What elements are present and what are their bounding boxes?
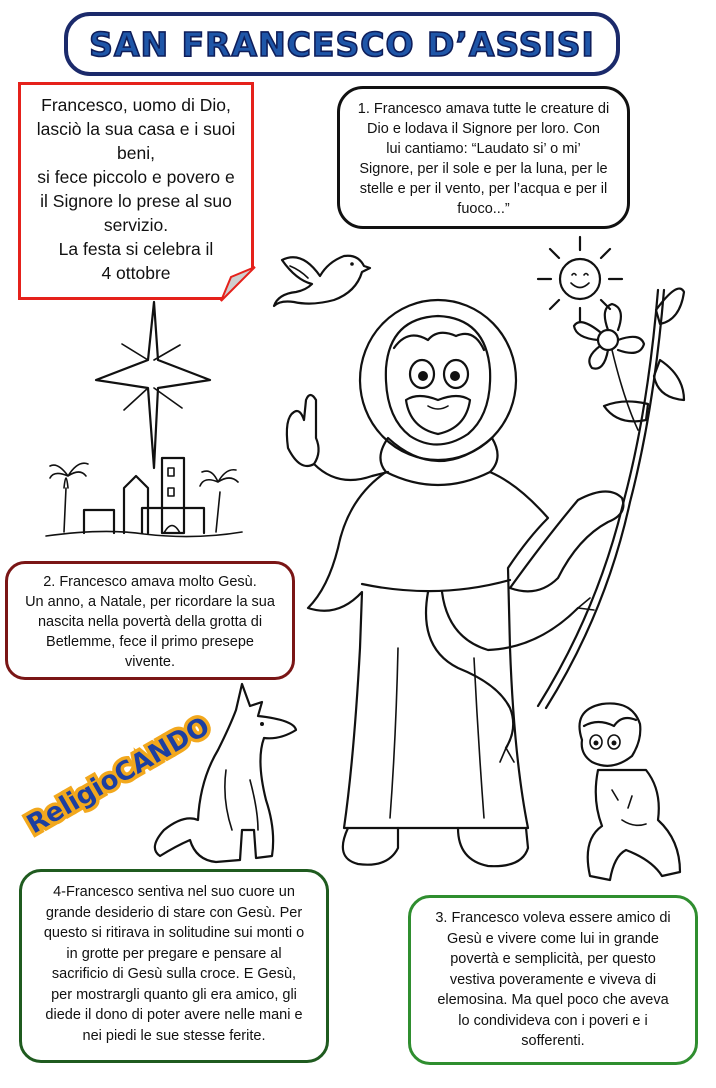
box-2-line: 2. Francesco amava molto Gesù. [43, 574, 257, 590]
box-1-line: Signore, per il sole e per la luna, per le [359, 161, 608, 177]
box-4-line: diede il dono di poter avere nelle mani e [45, 1007, 303, 1023]
box-3-line: povertà e semplicità, per questo [450, 951, 656, 967]
star-icon [92, 300, 212, 470]
box-2-line: Betlemme, fece il primo presepe [46, 634, 254, 650]
box-3-line: elemosina. Ma quel poco che aveva [437, 992, 669, 1008]
box-1-line: lui cantiamo: “Laudato si’ o mi’ [386, 141, 581, 157]
logo-text: ReligioCANDO [22, 711, 215, 841]
page-fold-icon [221, 267, 255, 301]
intro-line: La festa si celebra il [58, 239, 214, 259]
box-2-line: vivente. [125, 654, 175, 670]
box-4-line: sacrificio di Gesù sulla croce. E Gesù, [51, 966, 297, 982]
title-banner [64, 12, 620, 76]
box-1-line: 1. Francesco amava tutte le creature di [357, 101, 610, 117]
page-title: SAN FRANCESCO D’ASSISI [89, 24, 595, 64]
box-1-line: fuoco...” [457, 201, 510, 217]
box-4-line: in grotte per pregare e pensare al [66, 945, 282, 962]
text-box-2 [5, 561, 295, 680]
box-2-line: nascita nella povertà della grotta di [37, 614, 263, 630]
box-3-line: 3. Francesco voleva essere amico di [435, 910, 671, 926]
flower-staff-icon [508, 280, 698, 710]
text-box-4 [19, 869, 329, 1063]
box-3-line: sofferenti. [521, 1033, 585, 1049]
intro-line: beni, [117, 143, 155, 163]
box-3-line: vestiva poveramente e viveva di [449, 971, 657, 988]
child-icon [562, 700, 692, 890]
intro-line: 4 ottobre [101, 263, 171, 283]
intro-box [18, 82, 254, 300]
intro-line: servizio. [103, 215, 169, 235]
intro-line: lasciò la sua casa e i suoi [36, 119, 236, 139]
intro-line: Francesco, uomo di Dio, [41, 95, 231, 115]
text-box-3 [408, 895, 698, 1065]
box-4-line: nei piedi le sue stesse ferite. [82, 1027, 266, 1044]
logo-badge [18, 700, 218, 850]
box-4-line: grande desiderio di stare con Gesù. Per [45, 904, 303, 921]
box-4-line: questo si ritirava in solitudine sui monti o [43, 925, 305, 941]
box-3-line: Gesù e vivere come lui in grande [447, 930, 659, 947]
text-box-1 [337, 86, 630, 229]
box-2-line: Un anno, a Natale, per ricordare la sua [25, 594, 275, 610]
box-4-line: 4-Francesco sentiva nel suo cuore un [53, 884, 295, 900]
box-3-line: lo condivideva con i poveri e i [458, 1012, 648, 1029]
box-1-line: Dio e lodava il Signore per loro. Con [367, 121, 600, 137]
intro-line: si fece piccolo e povero e [37, 167, 235, 187]
town-icon [44, 448, 244, 543]
box-4-line: per mostrargli quanto gli era amico, gli [51, 986, 297, 1003]
box-1-line: stelle e per il vento, per l’acqua e per il [359, 181, 608, 197]
intro-line: il Signore lo prese al suo [40, 191, 232, 211]
